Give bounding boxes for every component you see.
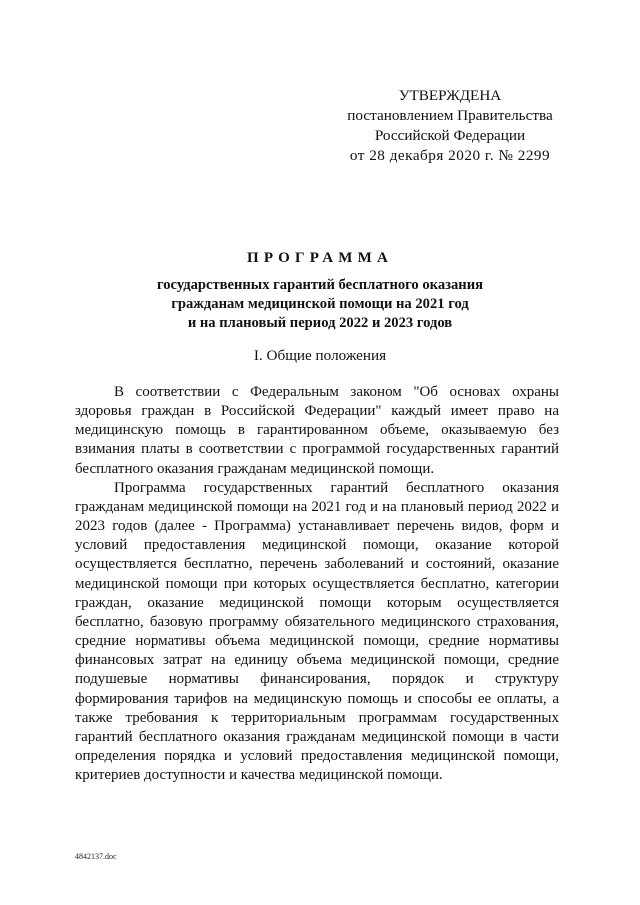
document-title: ПРОГРАММА [247, 250, 393, 266]
paragraph-2: Программа государственных гарантий бесплатного оказания гражданам медицинской помощи на 2021 год и на плановый период 2022 и 2023 годов (далее - Программа) устанавливает перечень видов, форм и условий предоставления медицинской помощи, оказание которой осуществляется бесплатно, перечень заболеваний и состояний, оказание медицинской помощи при которых осуществляется бесплатно, категории граждан, оказание медицинской помощи которым осуществляется бесплатно, базовую программу обязательного медицинского страхования, средние нормативы объема медицинской помощи, средние нормативы финансовых затрат на единицу объема медицинской помощи, средние подушевые нормативы финансирования, порядок и структуру формирования тарифов на медицинскую помощь и способы ее оплаты, а также требования к территориальным программам государственных гарантий бесплатного оказания гражданам медицинской помощи в части определения порядка и условий предоставления медицинской помощи, критериев доступности и качества медицинской помощи. [75, 479, 559, 784]
subtitle-line-1: государственных гарантий бесплатного оказания [156, 277, 484, 293]
document-subtitle [0, 276, 640, 333]
approval-status: УТВЕРЖДЕНА [398, 87, 502, 104]
approval-government: Российской Федерации [374, 127, 526, 144]
subtitle-line-2: гражданам медицинской помощи на 2021 год [171, 296, 469, 312]
subtitle-line-3: и на плановый период 2022 и 2023 годов [187, 315, 453, 331]
document-body [75, 383, 559, 785]
paragraph-1: В соответствии с Федеральным законом "Об основах охраны здоровья граждан в Российской Федерации" каждый имеет право на медицинскую помощь в гарантированном объеме, оказываемую без взимания платы в соответствии с программой государственных гарантий бесплатного оказания гражданам медицинской помощи. [75, 384, 559, 477]
section-heading: I. Общие положения [253, 347, 387, 364]
approval-decree: постановлением Правительства [347, 107, 553, 124]
approval-block [330, 86, 570, 166]
approval-date-number: от 28 декабря 2020 г. № 2299 [349, 147, 551, 164]
document-file-id: 4842137.doc [75, 852, 117, 861]
